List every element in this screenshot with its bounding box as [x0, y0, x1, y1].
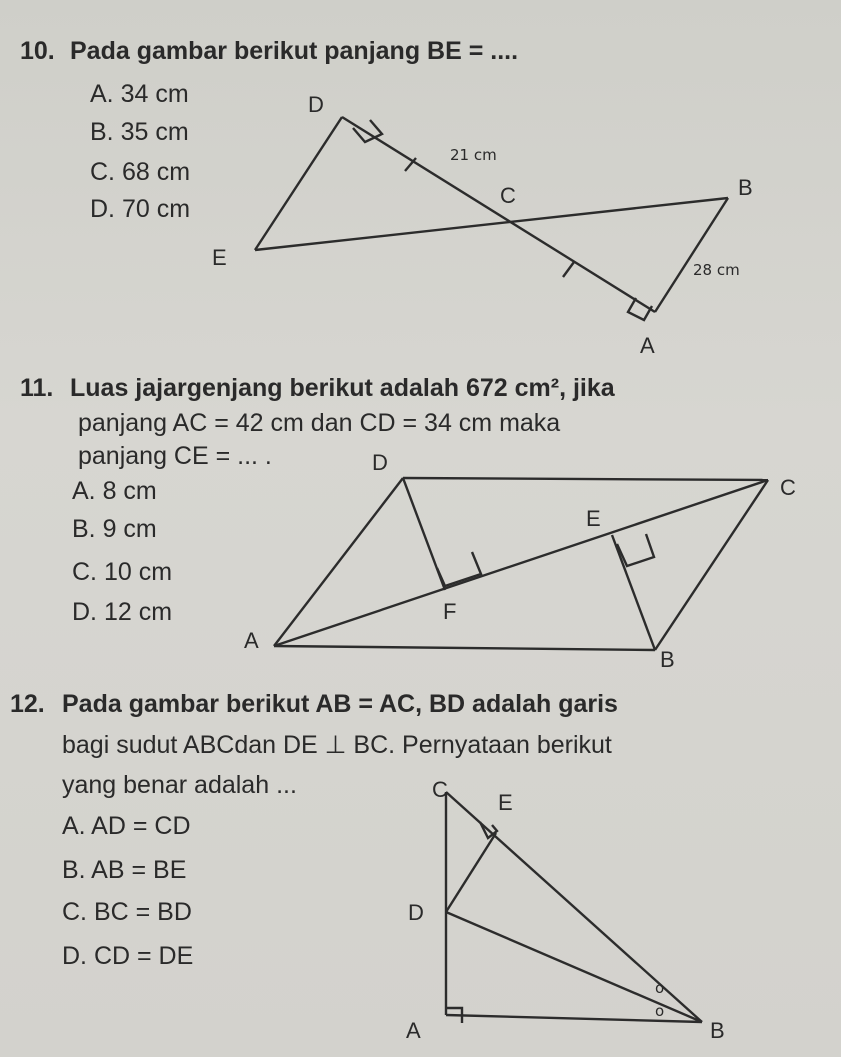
q11-label-B: B: [660, 647, 675, 672]
q11-segment-AD: [274, 478, 403, 646]
q11-line1: Luas jajargenjang berikut adalah 672 cm², jika: [70, 374, 615, 402]
q10-option-d[interactable]: D. 70 cm: [90, 195, 191, 223]
q11-label-E: E: [586, 506, 601, 531]
q11-diagonal-AC: [274, 480, 768, 646]
q11-label-C: C: [780, 475, 796, 500]
q10-label-B: B: [738, 175, 753, 200]
q12-option-b[interactable]: B. AB = BE: [62, 856, 187, 884]
q11-option-a[interactable]: A. 8 cm: [72, 477, 157, 505]
q10-segment-BA: [655, 198, 728, 312]
q12-label-A: A: [406, 1018, 421, 1043]
q12-line1: Pada gambar berikut AB = AC, BD adalah garis: [62, 690, 618, 718]
q12-angle-mark-2: o: [655, 1002, 665, 1020]
q11-option-c[interactable]: C. 10 cm: [72, 558, 173, 586]
q11-segment-BE: [612, 535, 655, 650]
q12-option-a[interactable]: A. AD = CD: [62, 812, 191, 840]
q11-label-A: A: [244, 628, 259, 653]
q12-line2: bagi sudut ABCdan DE ⊥ BC. Pernyataan berikut: [62, 731, 612, 759]
q10-tick-CA: [563, 262, 574, 277]
q10-question: Pada gambar berikut panjang BE = ....: [70, 37, 519, 65]
q10-segment-DA: [342, 117, 655, 312]
q12-label-E: E: [498, 790, 513, 815]
q10-segment-EB: [255, 198, 728, 250]
q11-segment-CB: [655, 480, 768, 650]
q11-option-d[interactable]: D. 12 cm: [72, 598, 173, 626]
q11-segment-DC: [403, 478, 768, 480]
q10-label-C: C: [500, 183, 516, 208]
q11-label-D: D: [372, 450, 388, 475]
q11-line2: panjang AC = 42 cm dan CD = 34 cm maka: [78, 409, 561, 437]
q10-label-D: D: [308, 92, 324, 117]
q12-option-d[interactable]: D. CD = DE: [62, 942, 194, 970]
q12-angle-mark-1: o: [655, 979, 665, 997]
q12-label-C: C: [432, 777, 448, 802]
q10-segment-ED: [255, 117, 342, 250]
q11-label-F: F: [443, 599, 457, 624]
q12-segment-DE: [446, 833, 496, 912]
q10-option-a[interactable]: A. 34 cm: [90, 80, 189, 108]
q10-label-A: A: [640, 333, 655, 358]
q12-number: 12.: [10, 690, 45, 718]
q11-option-b[interactable]: B. 9 cm: [72, 515, 157, 543]
q11-line3: panjang CE = ... .: [78, 442, 272, 470]
q12-option-c[interactable]: C. BC = BD: [62, 898, 192, 926]
q12-label-D: D: [408, 900, 424, 925]
q10-option-b[interactable]: B. 35 cm: [90, 118, 189, 146]
q10-label-E: E: [212, 245, 227, 270]
q10-length-21: 21 cm: [450, 146, 497, 164]
q10-option-c[interactable]: C. 68 cm: [90, 158, 191, 186]
q11-segment-AB: [274, 646, 655, 650]
q12-label-B: B: [710, 1018, 725, 1043]
q11-number: 11.: [20, 374, 54, 402]
q12-line3: yang benar adalah ...: [62, 771, 297, 799]
q10-number: 10.: [20, 37, 55, 65]
q11-right-angle-F: [437, 552, 481, 586]
q10-length-28: 28 cm: [693, 261, 740, 279]
